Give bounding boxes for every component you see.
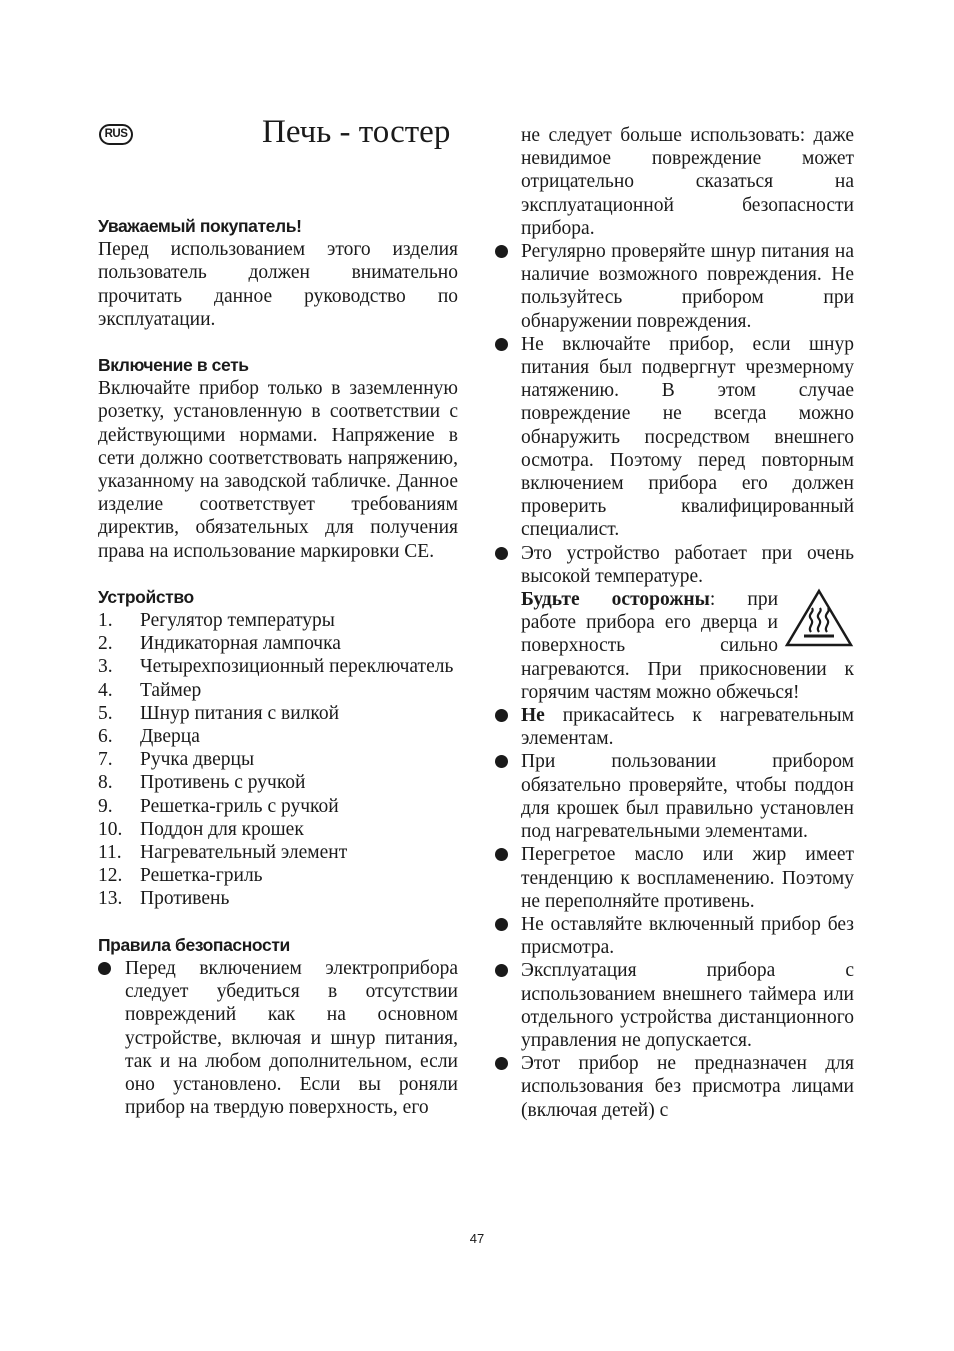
list-item: 3. Четырехпозиционный переключатель	[98, 656, 454, 678]
list-item: При пользовании прибором обязательно проверяйте, чтобы поддон для крошек был правильно установлен под нагревательными элементами.	[521, 750, 854, 843]
hot-warning: Будьте осторожны: при работе прибора его дверца и поверхность сильно нагреваются. При прикосновении к горячим частям можно обжечься!	[521, 589, 854, 703]
list-item: 4. Таймер	[98, 679, 202, 701]
list-item: Не оставляйте включенный прибор без присмотра.	[521, 913, 854, 959]
list-item: 2. Индикаторная лампочка	[98, 633, 341, 655]
list-item: 11. Нагревательный элемент	[98, 842, 348, 864]
list-item: 6. Дверца	[98, 726, 200, 748]
hot-surface-warning-icon	[784, 588, 854, 648]
bullet-dot	[495, 755, 508, 768]
page-title: Печь - тостер	[262, 114, 451, 150]
list-item: Перед включением электроприбора следует убедиться в отсутствии повреждений как на основном устройстве, включая и шнур питания, так и на любом дополнительном, если оно установлено. Если вы роняли прибор на твердую поверхность, его	[98, 957, 458, 1119]
power-text: Включайте прибор только в заземленную розетку, установленную в соответствии с действующими нормами. Напряжение в сети должно соответствовать напряжению, указанному на заводской табличке. Данное изделие соответствует требованиям директив, обязательных для получения права на использование маркировки CE.	[98, 378, 458, 562]
bullet-dot	[495, 547, 508, 560]
page-number: 47	[469, 1231, 485, 1246]
safety-section	[98, 934, 458, 1120]
device-heading: Устройство	[98, 586, 194, 607]
list-item: Перегретое масло или жир имеет тенденцию к воспламенению. Поэтому не переполняйте противень.	[521, 843, 854, 913]
list-item: 12. Решетка-гриль	[98, 865, 263, 887]
bullet-dot	[495, 848, 508, 861]
bullet-dot	[98, 962, 111, 975]
list-item: Эксплуатация прибора с использованием внешнего таймера или отдельного устройства дистанционного управления не допускается.	[521, 959, 854, 1052]
list-item: Регулярно проверяйте шнур питания на наличие возможного повреждения. Не пользуйтесь прибором при обнаружении повреждения.	[521, 240, 854, 333]
right-column	[521, 124, 854, 1122]
safety-heading: Правила безопасности	[98, 934, 290, 955]
power-heading: Включение в сеть	[98, 355, 249, 376]
list-item: Не включайте прибор, если шнур питания был подвергнут чрезмерному натяжению. В этом случае повреждение не всегда можно обнаружить посредством внешнего осмотра. Поэтому перед повторным включением прибора его должен проверить квалифицированный специалист.	[521, 333, 854, 542]
greeting-text: Перед использованием этого изделия пользователь должен внимательно прочитать данное руководство по эксплуатации.	[98, 239, 458, 330]
power-section	[98, 354, 458, 563]
bullet-dot	[495, 338, 508, 351]
list-item: 1. Регулятор температуры	[98, 610, 335, 632]
bullet-dot	[495, 709, 508, 722]
list-item: 7. Ручка дверцы	[98, 749, 255, 771]
bullet-dot	[495, 1057, 508, 1070]
safety-list-right	[521, 240, 854, 1122]
language-badge: RUS	[99, 124, 133, 145]
greeting-heading: Уважаемый покупатель!	[98, 216, 302, 236]
bullet-dot	[495, 964, 508, 977]
hot-warning-bold: Будьте осторожны	[521, 589, 710, 611]
bullet-dot	[495, 918, 508, 931]
device-section	[98, 586, 458, 911]
bullet-dot	[495, 245, 508, 258]
list-item: 13. Противень	[98, 888, 230, 910]
list-item: Этот прибор не предназначен для использования без присмотра лицами (включая детей) с	[521, 1052, 854, 1122]
list-item: 10. Поддон для крошек	[98, 818, 304, 840]
list-item: 5. Шнур питания с вилкой	[98, 702, 340, 724]
greeting-section	[98, 215, 458, 331]
list-item: 9. Решетка-гриль с ручкой	[98, 795, 339, 817]
list-item: Это устройство работает при очень высокой температуре. Будьте осторожны: при работе прибора его дверца и поверхность сильно нагреваются. При прикосновении к горячим частям можно обжечься!	[521, 542, 854, 704]
left-column	[98, 215, 458, 1119]
list-item: 8. Противень с ручкой	[98, 772, 306, 794]
safety-continuation: не следует больше использовать: даже невидимое повреждение может отрицательно сказаться на эксплуатационной безопасности прибора.	[521, 125, 854, 239]
list-item: Не прикасайтесь к нагревательным элементам.	[521, 704, 854, 750]
safety-list-left	[98, 957, 458, 1119]
device-parts-list	[98, 609, 458, 911]
